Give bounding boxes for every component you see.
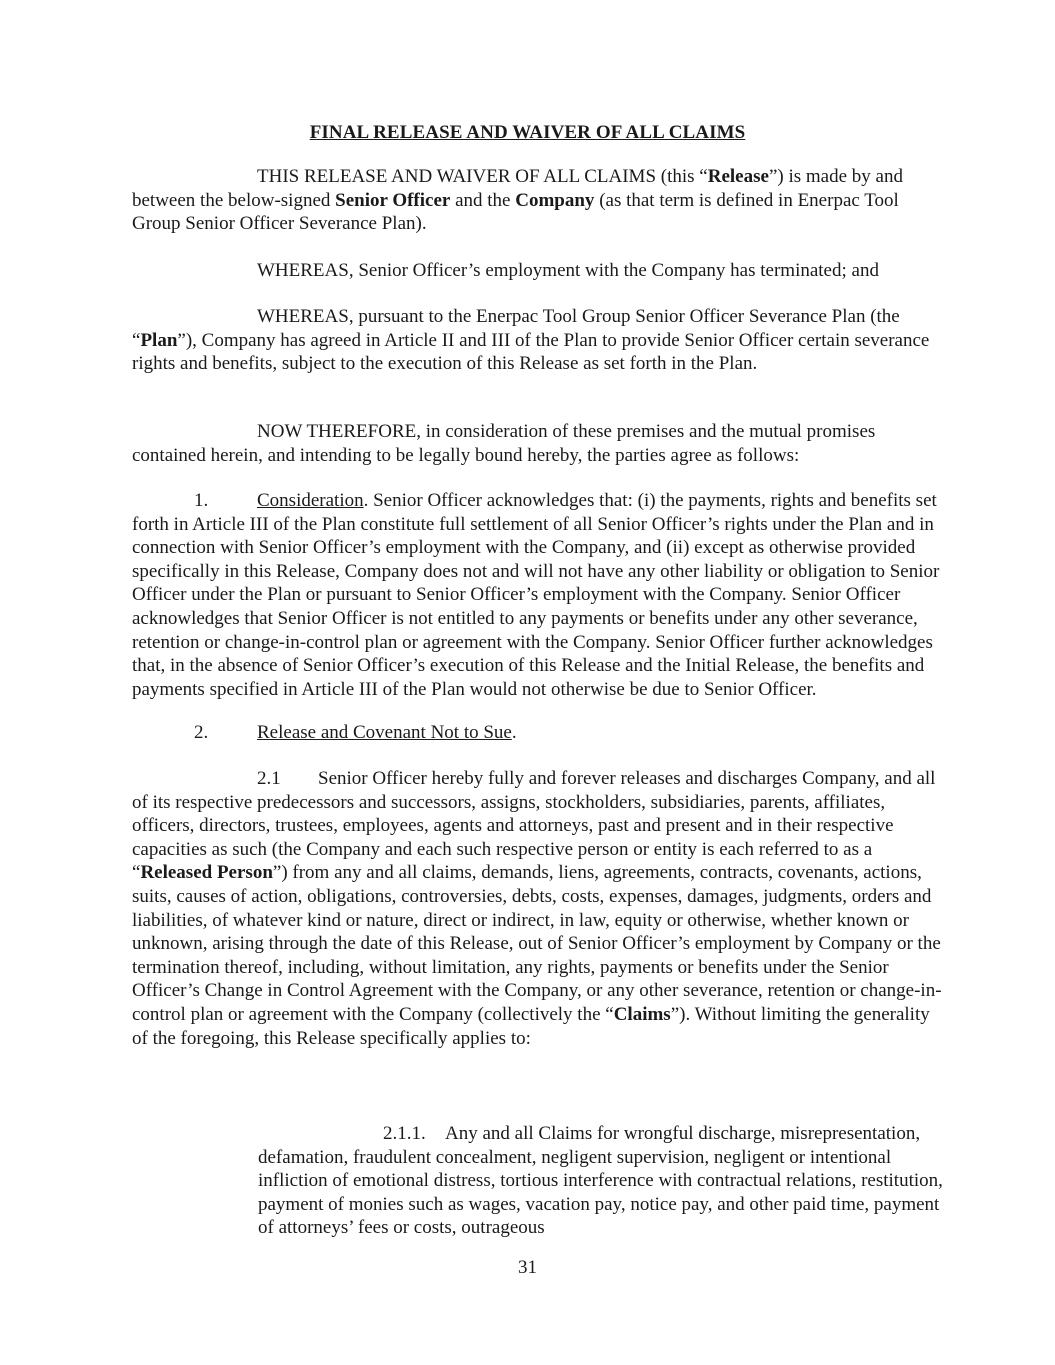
term-plan: Plan [140,329,178,351]
term-released-person: Released Person [140,862,273,884]
section-1-heading: Consideration [257,490,364,511]
section-2-heading-line: 2. Release and Covenant Not to Sue. [194,722,517,743]
document-title: FINAL RELEASE AND WAIVER OF ALL CLAIMS [309,122,746,143]
term-claims: Claims [613,1003,671,1025]
section-2-number: 2. [194,722,209,743]
section-2-1-1-number: 2.1.1. [383,1123,426,1144]
section-2-1-number: 2.1 [257,768,281,789]
section-1-consideration: 1. Consideration. Senior Officer acknowledges that: (i) the payments, rights and benefits set forth in Article III of the Plan constitute full settlement of all Senior Officer’s rights under the Plan and in connection with Senior Officer’s employment with the Company, and (ii) except as otherwise provided specifically in this Release, Company does not and will not have any other liability or obligation to Senior Officer under the Plan or pursuant to Senior Officer’s employment with the Company. Senior Officer acknowledges that Senior Officer is not entitled to any payments or benefits under any other severance, retention or change-in-control plan or agreement with the Company. Senior Officer further acknowledges that, in the absence of Senior Officer’s execution of this Release and the Initial Release, the benefits and payments specified in Article III of the Plan would not otherwise be due to Senior Officer. [132,490,940,700]
intro-paragraph: THIS RELEASE AND WAIVER OF ALL CLAIMS (this “Release”) is made by and between the below-signed Senior Officer and the Company (as that term is defined in Enerpac Tool Group Senior Officer Severance Plan). [132,166,903,235]
section-2-1-paragraph: 2.1 Senior Officer hereby fully and forever releases and discharges Company, and all of its respective predecessors and successors, assigns, stockholders, subsidiaries, parents, affiliates, officers, directors, trustees, employees, agents and attorneys, past and present and in their respective capacities as such (the Company and each such respective person or entity is each referred to as a “Released Person”) from any and all claims, demands, liens, agreements, contracts, covenants, actions, suits, causes of action, obligations, controversies, debts, costs, expenses, damages, judgments, orders and liabilities, of whatever kind or nature, direct or indirect, in law, equity or otherwise, whether known or unknown, arising through the date of this Release, out of Senior Officer’s employment by Company or the termination thereof, including, without limitation, any rights, payments or benefits under the Senior Officer’s Change in Control Agreement with the Company, or any other severance, retention or change-in-control plan or agreement with the Company (collectively the “Claims”). Without limiting the generality of the foregoing, this Release specifically applies to: [132,768,942,1049]
page-number: 31 [518,1257,537,1278]
section-2-1-1-paragraph: 2.1.1. Any and all Claims for wrongful discharge, misrepresentation, defamation, fraudulent concealment, negligent supervision, negligent or intentional infliction of emotional distress, tortious interference with contractual relations, restitution, payment of monies such as wages, vacation pay, notice pay, and other paid time, payment of attorneys’ fees or costs, outrageous [258,1123,943,1239]
term-senior-officer: Senior Officer [335,189,451,211]
section-2-heading: Release and Covenant Not to Sue [257,722,512,743]
whereas-paragraph-2: WHEREAS, pursuant to the Enerpac Tool Group Senior Officer Severance Plan (the “Plan”), Company has agreed in Article II and III of the Plan to provide Senior Officer certain severance rights and benefits, subject to the execution of this Release as set forth in the Plan. [132,306,930,375]
whereas-paragraph-1: WHEREAS, Senior Officer’s employment with the Company has terminated; and [257,260,879,281]
term-release: Release [707,166,769,187]
now-therefore-paragraph: NOW THEREFORE, in consideration of these premises and the mutual promises contained herein, and intending to be legally bound hereby, the parties agree as follows: [132,421,876,466]
term-company: Company [515,189,595,211]
section-1-number: 1. [194,490,209,511]
